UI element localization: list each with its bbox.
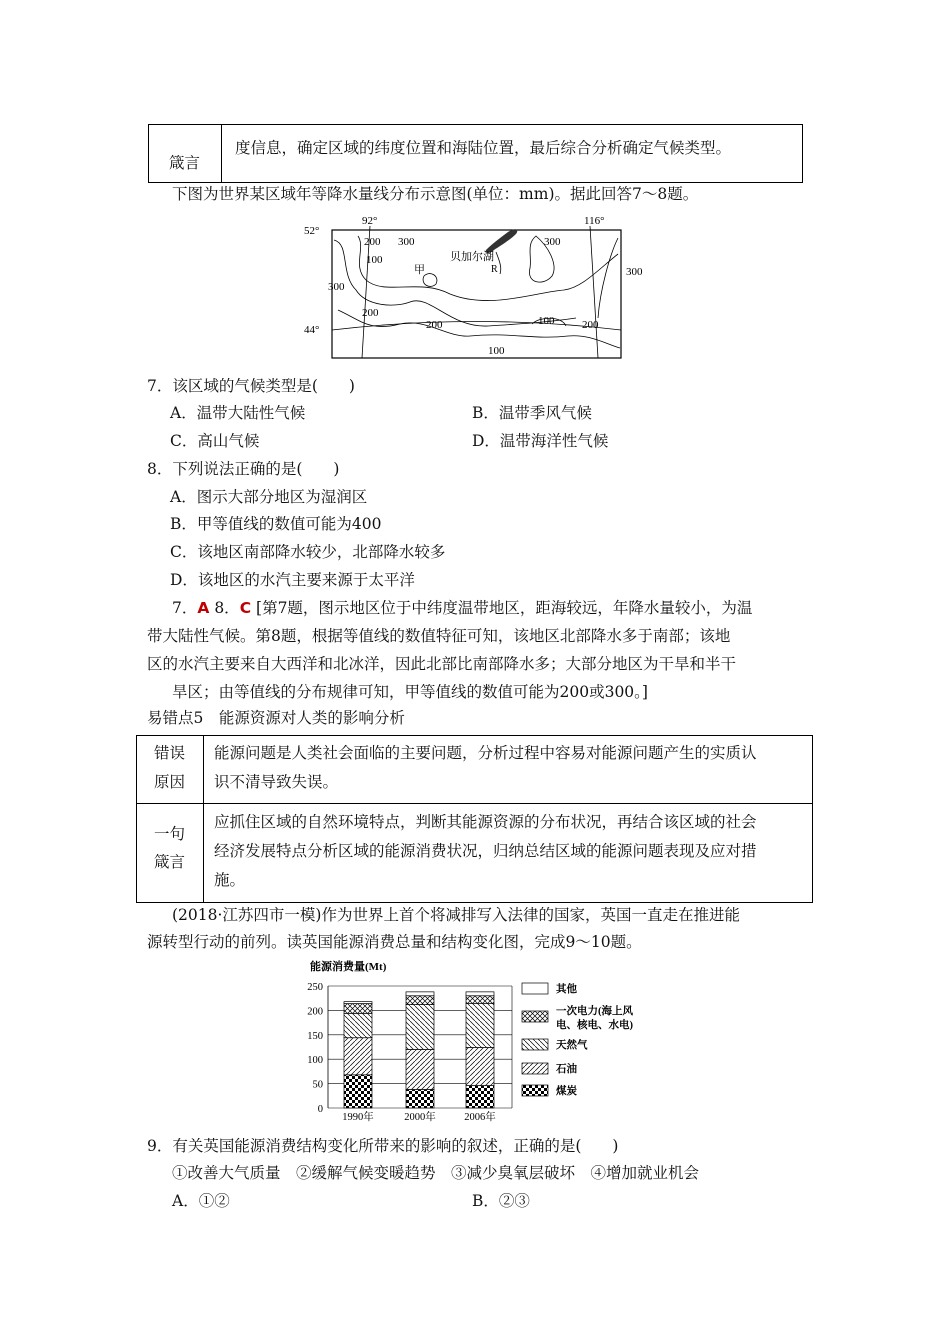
top-table-divider — [221, 125, 222, 182]
lon-116: 116° — [584, 215, 605, 227]
legend-label: 天然气 — [556, 1040, 588, 1051]
top-table-content: 度信息，确定区域的纬度位置和海陆位置，最后综合分析确定气候类型。 — [235, 139, 732, 157]
iso-300-b: 300 — [544, 236, 561, 248]
row2-text-2: 经济发展特点分析区域的能源消费状况，归纳总结区域的能源问题表现及应对措 — [214, 842, 757, 860]
bar-segment — [344, 1013, 372, 1037]
mistake-table — [136, 735, 813, 903]
q9-statements: ①改善大气质量 ②缓解气候变暖趋势 ③减少臭氧层破坏 ④增加就业机会 — [172, 1164, 700, 1182]
chart-legend — [522, 982, 633, 1097]
y-tick-label: 50 — [312, 1079, 323, 1091]
iso-300-a: 300 — [398, 236, 415, 248]
y-tick-label: 100 — [307, 1055, 323, 1067]
legend-swatch — [522, 1063, 548, 1074]
row2-text-1: 应抓住区域的自然环境特点，判断其能源资源的分布状况，再结合该区域的社会 — [214, 813, 757, 831]
q8-option-c: C．该地区南部降水较少，北部降水较多 — [170, 543, 446, 561]
iso-300-d: 300 — [328, 281, 345, 293]
lat-44: 44° — [304, 324, 320, 336]
row2-label-1: 一句 — [154, 825, 186, 843]
y-tick-label: 250 — [307, 982, 323, 993]
q7-stem: 7．该区域的气候类型是( ) — [147, 377, 355, 395]
top-table — [148, 124, 803, 183]
bar-segment — [466, 1086, 494, 1108]
precipitation-map — [300, 208, 643, 368]
q8-option-d: D．该地区的水汽主要来源于太平洋 — [170, 571, 415, 589]
legend-label: 电、核电、水电) — [556, 1020, 633, 1031]
q9-option-a: A．①② — [172, 1192, 230, 1210]
lake-baikal — [486, 229, 518, 253]
bar-segment — [466, 996, 494, 1004]
intro-9-10-line2: 源转型行动的前列。读英国能源消费总量和结构变化图，完成9～10题。 — [147, 933, 642, 951]
row1-text-1: 能源问题是人类社会面临的主要问题，分析过程中容易对能源问题产生的实质认 — [214, 744, 757, 762]
iso-200-c: 200 — [426, 319, 443, 331]
q7-option-c: C．高山气候 — [170, 432, 260, 450]
row1-label-1: 错误 — [154, 744, 186, 762]
row2-text-3: 施。 — [214, 871, 246, 889]
legend-label: 煤炭 — [556, 1086, 577, 1097]
answer-7-8-text1: [第7题，图示地区位于中纬度温带地区，距海较远，年降水量较小，为温 — [256, 599, 753, 617]
iso-100-a: 100 — [366, 254, 383, 266]
mistake-table-vdivider — [203, 736, 204, 902]
legend-label: 其他 — [556, 984, 577, 995]
bar-segment — [406, 1005, 434, 1050]
x-tick-label: 1990年 — [342, 1112, 374, 1123]
chart-title: 能源消费量(Mt) — [310, 961, 387, 973]
answer-8-key: C — [239, 599, 252, 617]
label-jia: 甲 — [414, 264, 425, 276]
mistake-table-hdivider — [137, 803, 812, 804]
answer-7-8-line1 — [172, 598, 752, 618]
bar-segment — [344, 1075, 372, 1108]
iso-200-a: 200 — [364, 236, 381, 248]
section5-title: 易错点5 能源资源对人类的影响分析 — [147, 709, 405, 727]
iso-300-c: 300 — [626, 266, 643, 278]
top-table-label: 箴言 — [169, 154, 201, 172]
chart-bars — [344, 992, 494, 1108]
intro-7-8: 下图为世界某区域年等降水量线分布示意图(单位：mm)。据此回答7～8题。 — [172, 185, 699, 203]
bar-segment — [344, 1004, 372, 1014]
answer-7-key: A — [197, 599, 210, 617]
isohyet-3 — [338, 310, 620, 348]
map-frame — [332, 230, 621, 358]
iso-200-b: 200 — [362, 307, 379, 319]
label-lake: 贝加尔湖 — [450, 251, 494, 263]
q7-option-a: A．温带大陆性气候 — [170, 404, 306, 422]
iso-200-d: 200 — [582, 319, 599, 331]
intro-9-10-line1: (2018·江苏四市一模)作为世界上首个将减排写入法律的国家，英国一直走在推进能 — [172, 906, 740, 924]
legend-label: 一次电力(海上风 — [556, 1006, 633, 1017]
x-tick-label: 2006年 — [464, 1112, 496, 1123]
row1-text-2: 识不清导致失误。 — [214, 773, 339, 791]
answer-7-num: 7． — [172, 599, 198, 617]
isohyet-7 — [598, 238, 618, 318]
y-tick-label: 200 — [307, 1006, 323, 1018]
bar-segment — [466, 1004, 494, 1048]
q9-stem: 9．有关英国能源消费结构变化所带来的影响的叙述，正确的是( ) — [147, 1137, 619, 1155]
row2-label-2: 箴言 — [154, 853, 186, 871]
bar-segment — [406, 1049, 434, 1089]
energy-chart — [280, 956, 680, 1128]
lat-52: 52° — [304, 225, 320, 237]
legend-swatch — [522, 983, 548, 994]
row1-label-2: 原因 — [154, 773, 186, 791]
legend-swatch — [522, 1011, 548, 1022]
bar-segment — [406, 996, 434, 1005]
bar-segment — [466, 1047, 494, 1085]
y-tick-label: 150 — [307, 1030, 323, 1042]
legend-label: 石油 — [556, 1064, 577, 1075]
answer-7-8-line2: 带大陆性气候。第8题，根据等值线的数值特征可知，该地区北部降水多于南部；该地 — [147, 627, 731, 645]
bar-segment — [406, 1089, 434, 1108]
answer-7-8-line3: 区的水汽主要来自大西洋和北冰洋，因此北部比南部降水多；大部分地区为干旱和半干 — [147, 655, 737, 673]
q8-stem: 8．下列说法正确的是( ) — [147, 460, 340, 478]
isohyet-4 — [423, 274, 437, 287]
q9-option-b: B．②③ — [472, 1192, 530, 1210]
lon-92: 92° — [362, 215, 378, 227]
isohyet-1 — [358, 236, 618, 301]
bar-segment — [344, 1002, 372, 1004]
label-river: R — [491, 264, 498, 275]
q7-option-d: D．温带海洋性气候 — [472, 432, 609, 450]
q7-option-b: B．温带季风气候 — [472, 404, 592, 422]
y-tick-label: 0 — [317, 1104, 323, 1115]
answer-8-num: 8． — [214, 599, 240, 617]
iso-100-b: 100 — [538, 315, 555, 327]
x-tick-label: 2000年 — [404, 1112, 436, 1123]
bar-segment — [344, 1038, 372, 1075]
legend-swatch — [522, 1085, 548, 1096]
legend-swatch — [522, 1039, 548, 1050]
bar-segment — [466, 992, 494, 996]
bar-segment — [406, 992, 434, 996]
q8-option-a: A．图示大部分地区为湿润区 — [170, 488, 368, 506]
iso-100-c: 100 — [488, 345, 505, 357]
q8-option-b: B．甲等值线的数值可能为400 — [170, 515, 382, 533]
answer-7-8-line4: 旱区；由等值线的分布规律可知，甲等值线的数值可能为200或300。] — [172, 683, 648, 701]
